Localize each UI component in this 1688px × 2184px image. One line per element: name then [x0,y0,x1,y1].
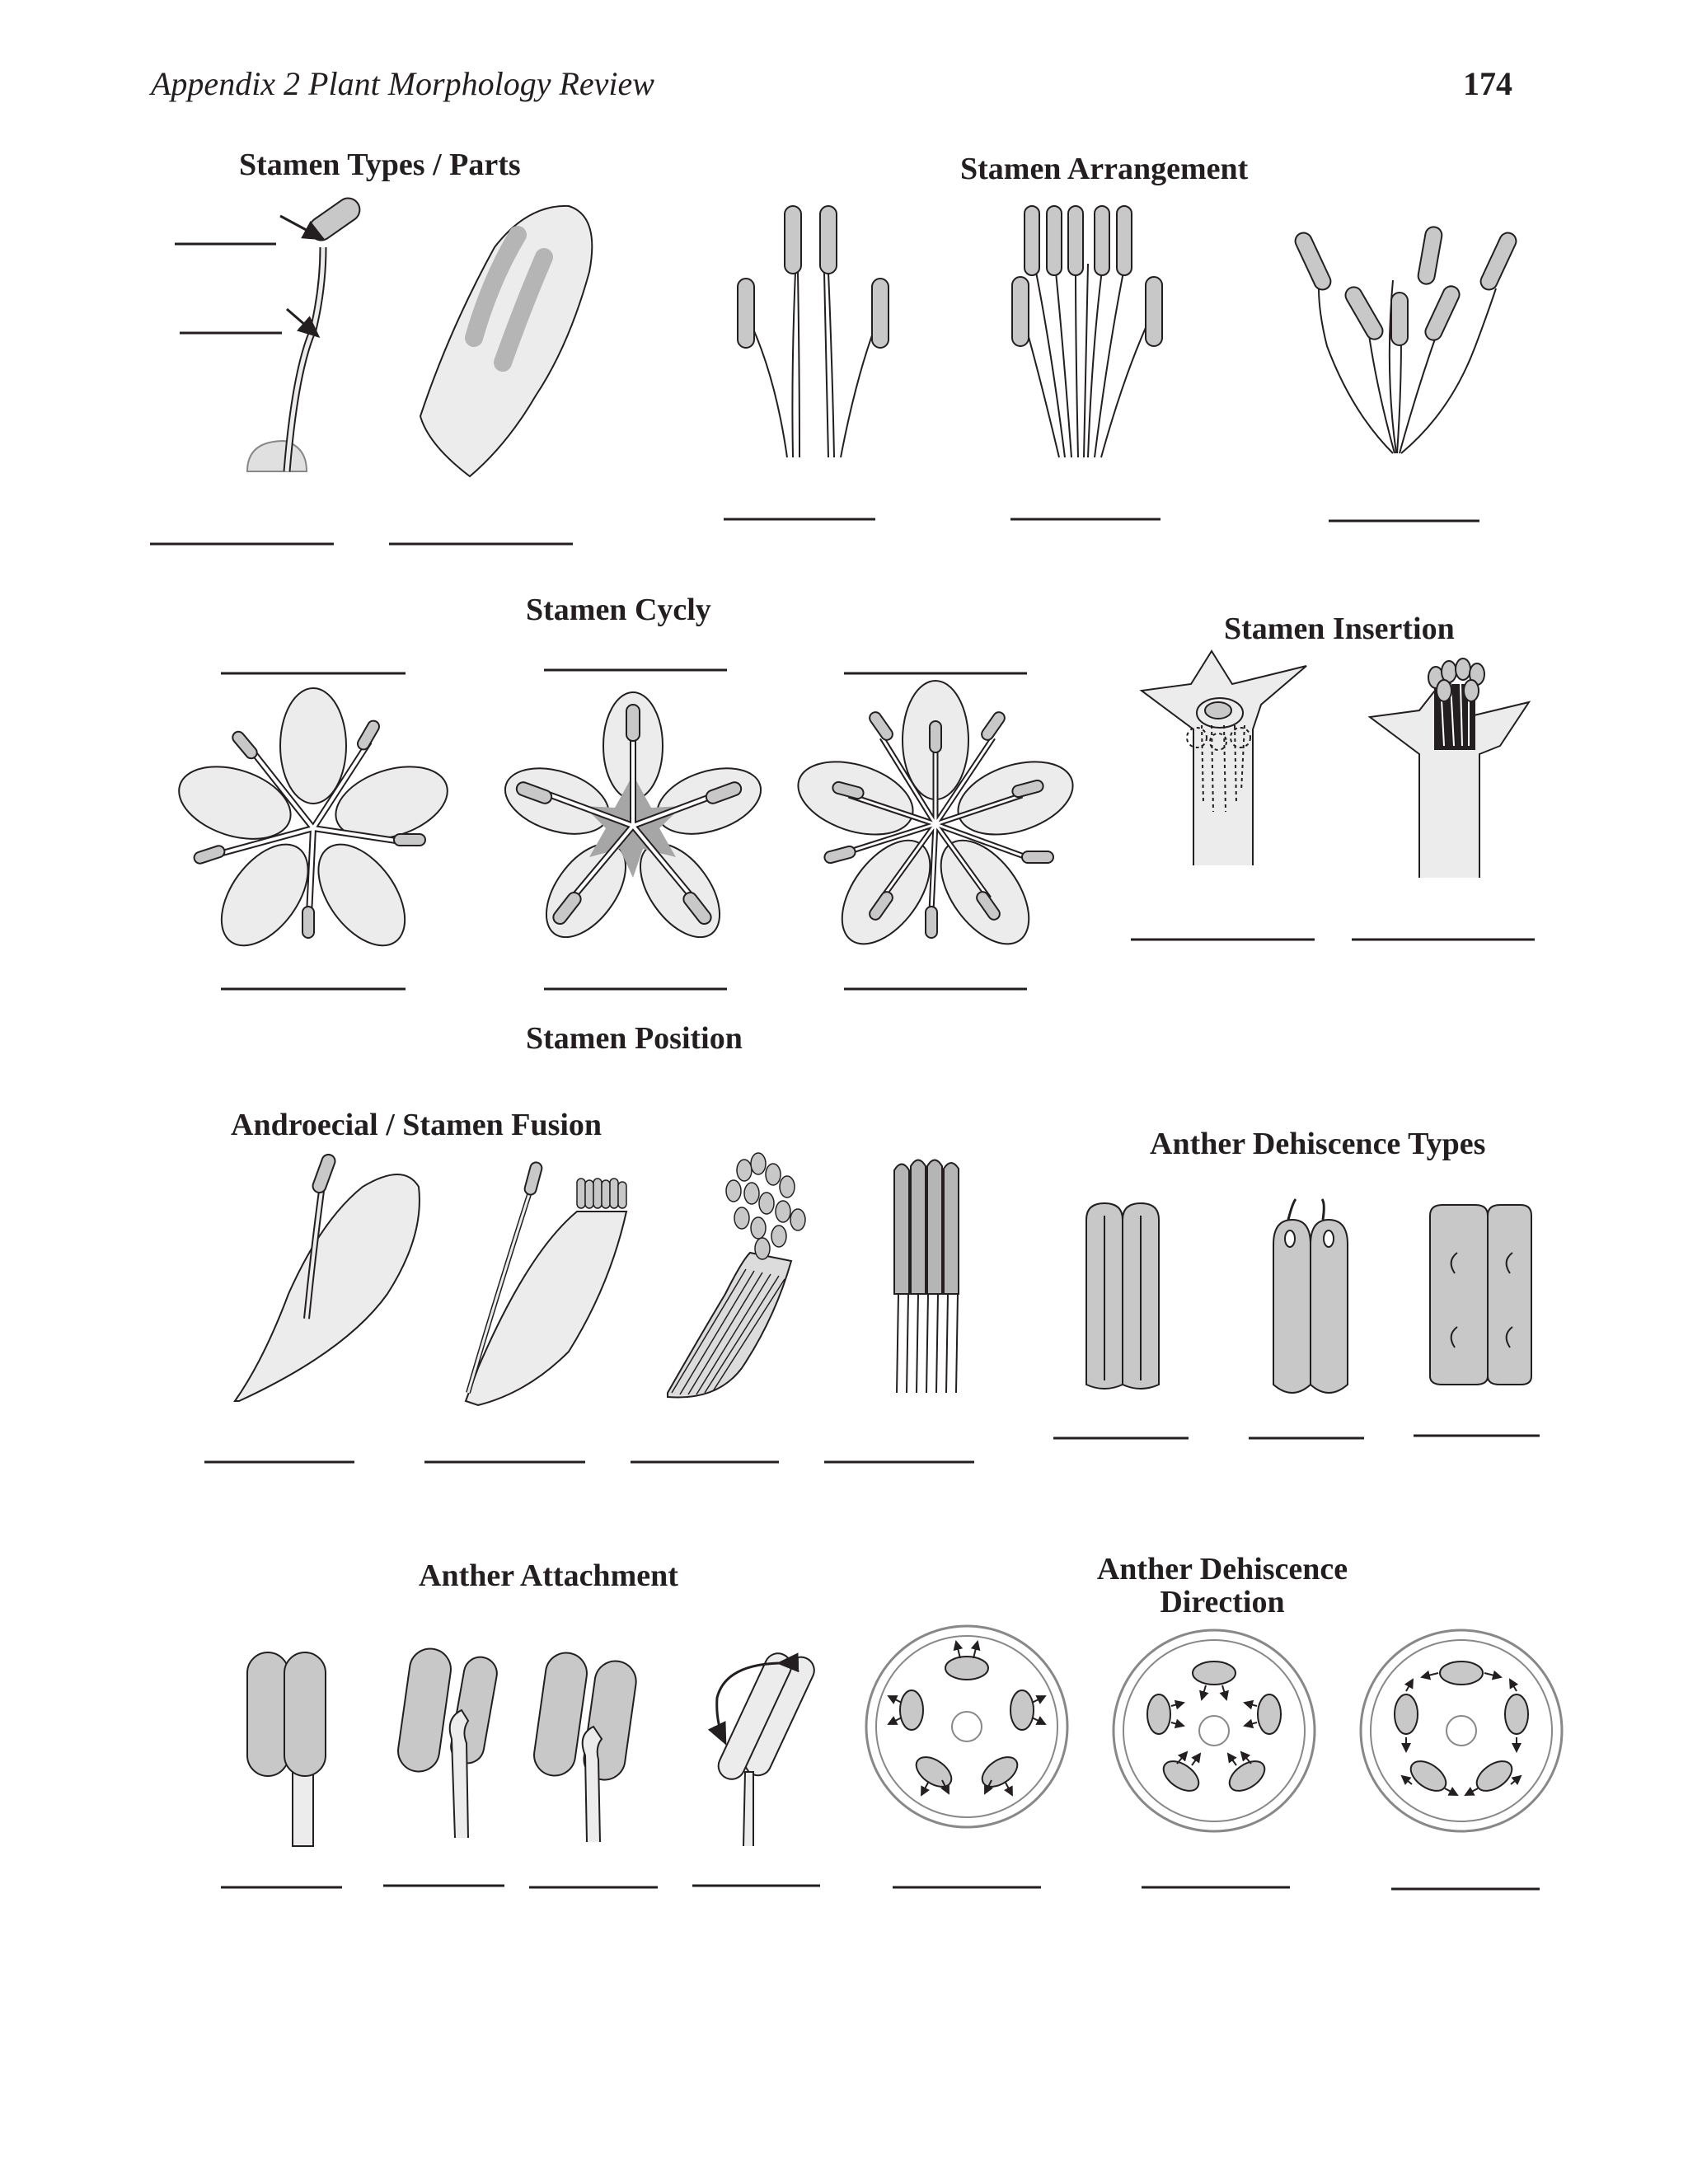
dehiscence-valvular [1414,1205,1540,1436]
heading-stamen-arrangement: Stamen Arrangement [960,152,1249,186]
heading-stamen-position: Stamen Position [526,1021,743,1056]
direction-introrse [1114,1630,1315,1887]
fusion-epipetalous-stamen [204,1153,420,1462]
direction-latrorse [1361,1630,1562,1889]
arrangement-radial [1292,226,1518,521]
direction-extrorse [866,1626,1067,1887]
heading-stamen-cycly: Stamen Cycly [526,593,711,627]
heading-anther-dehiscence-direction-line2: Direction [1160,1585,1285,1619]
heading-stamen-insertion: Stamen Insertion [1224,612,1455,646]
attachment-dorsifixed [383,1646,504,1886]
cycly-flower-2 [497,692,769,989]
arrangement-tetradynamous [1010,206,1162,519]
running-title: Appendix 2 Plant Morphology Review [151,65,654,102]
fusion-diadelphous [424,1161,626,1462]
heading-anther-attachment: Anther Attachment [419,1558,678,1593]
dehiscence-longitudinal [1053,1203,1189,1438]
insertion-epigynous [1352,658,1535,940]
staminode-laminar-stamen [389,206,592,544]
page-number: 174 [1463,65,1512,102]
cycly-blanks-top[interactable] [221,670,1027,673]
dehiscence-poricidal [1249,1199,1364,1438]
heading-anther-dehiscence-types: Anther Dehiscence Types [1150,1127,1486,1161]
attachment-basifixed [221,1652,342,1887]
insertion-epipetalous [1131,651,1315,940]
fusion-monadelphous [631,1153,805,1462]
fusion-syngenesious [824,1160,974,1463]
attachment-versatile [692,1649,820,1886]
attachment-subbasifixed [529,1650,658,1887]
cycly-flower-3 [789,681,1082,989]
heading-stamen-types-parts: Stamen Types / Parts [239,148,521,182]
heading-anther-dehiscence-direction-line1: Anther Dehiscence [1096,1552,1348,1586]
arrangement-didynamous [724,206,889,519]
cycly-flower-1 [170,688,457,989]
stamen-parts-diagram [150,194,364,544]
heading-androecial-fusion: Androecial / Stamen Fusion [231,1108,603,1142]
